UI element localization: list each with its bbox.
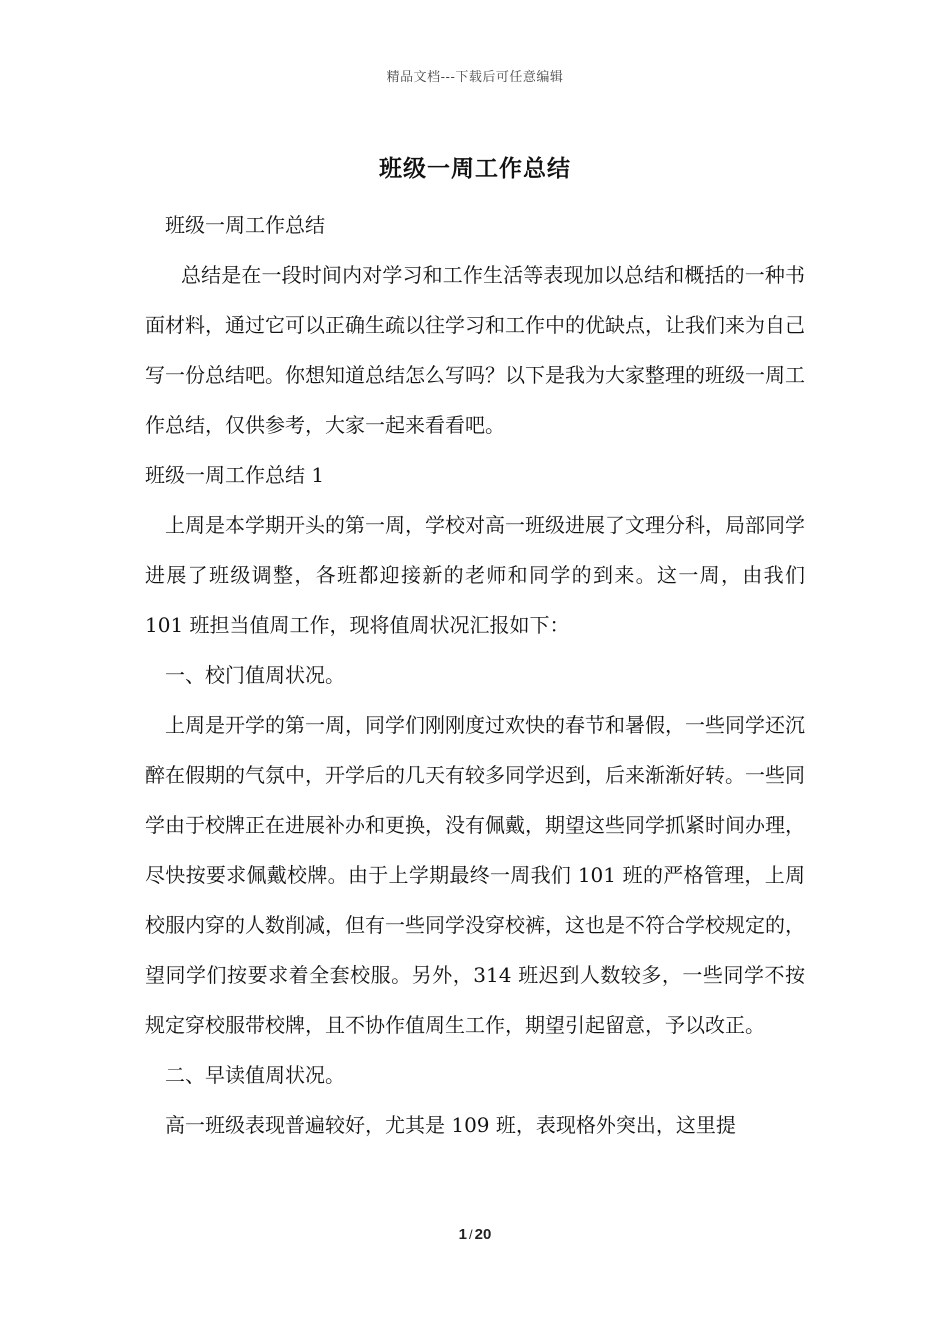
subtitle-paragraph: 班级一周工作总结: [165, 213, 325, 237]
page-separator: /: [469, 1227, 473, 1242]
page-total: 20: [474, 1226, 492, 1243]
page-current: 1: [458, 1226, 468, 1243]
document-title: 班级一周工作总结: [379, 155, 571, 182]
body-paragraph: 上周是开学的第一周，同学们刚刚度过欢快的春节和暑假，一些同学还沉醉在假期的气氛中，开学后的几天有较多同学迟到，后来渐渐好转。一些同学由于校牌正在进展补办和更换，没有佩戴，期望这些同学抓紧时间办理，尽快按要求佩戴校牌。由于上学期最终一周我们 101 班的严格管理，上周校服内穿的人数削减，但有一些同学没穿校裤，这也是不符合学校规定的，望同学们按要求着全套校服。另外，314 班迟到人数较多，一些同学不按规定穿校服带校牌，且不协作值周生工作，期望引起留意，予以改正。: [145, 713, 805, 1037]
page-header: 精品文档---下载后可任意编辑: [386, 70, 564, 85]
intro-paragraph: 总结是在一段时间内对学习和工作生活等表现加以总结和概括的一种书面材料，通过它可以正确生疏以往学习和工作中的优缺点，让我们来为自己写一份总结吧。你想知道总结怎么写吗？以下是我为大家整理的班级一周工作总结，仅供参考，大家一起来看看吧。: [145, 263, 805, 437]
section-heading: 班级一周工作总结 1: [145, 463, 325, 487]
subsection-heading: 二、早读值周状况。: [165, 1063, 345, 1087]
subsection-heading: 一、校门值周状况。: [165, 663, 345, 687]
document-body: [145, 200, 805, 1150]
page-number: [0, 1226, 950, 1243]
body-paragraph: 高一班级表现普遍较好，尤其是 109 班，表现格外突出，这里提: [165, 1113, 736, 1137]
body-paragraph: 上周是本学期开头的第一周，学校对高一班级进展了文理分科，局部同学进展了班级调整，各班都迎接新的老师和同学的到来。这一周，由我们 101 班担当值周工作，现将值周状况汇报如下：: [145, 513, 805, 637]
